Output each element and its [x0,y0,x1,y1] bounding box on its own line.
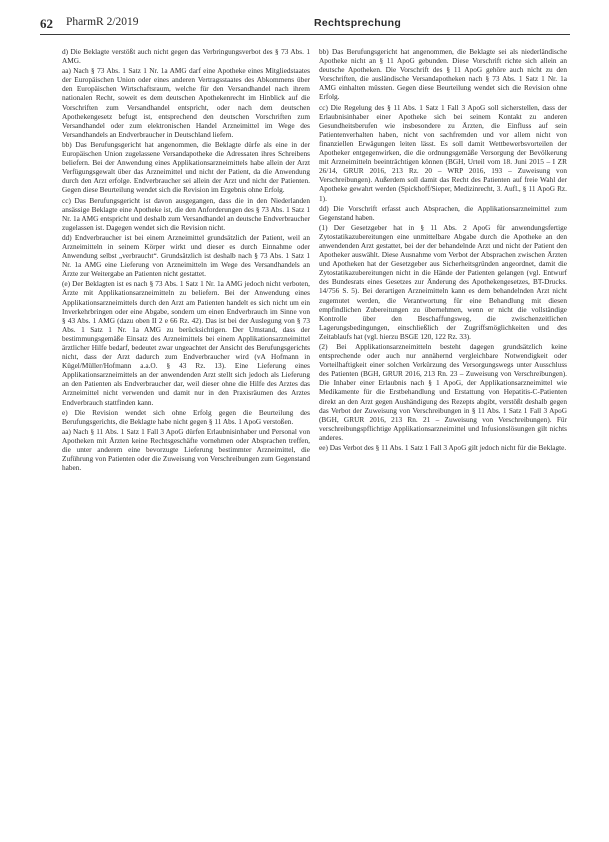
paragraph: e) Die Revision wendet sich ohne Erfolg gegen die Beurteilung des Berufungsgerichts, die Beklagte habe nicht gegen § 11 Abs. 1 ApoG verstoßen. [62,407,310,426]
paragraph: dd) Die Vorschrift erfasst auch Absprachen, die Applikationsarzneimittel zum Gegenstand haben. [319,203,567,222]
paragraph: aa) Nach § 11 Abs. 1 Satz 1 Fall 3 ApoG dürfen Erlaubnisinhaber und Personal von Apotheken mit Ärzten keine Rechtsgeschäfte vornehmen oder Absprachen treffen, die unter anderem eine bevorzugte Lieferung bestimmter Arzneimittel, die Zuführung von Patienten oder die Zuweisung von Verschreibungen zum Gegenstand haben. [62,426,310,473]
section-title: Rechtsprechung [314,17,402,29]
paragraph: (1) Der Gesetzgeber hat in § 11 Abs. 2 ApoG für anwendungsfertige Zytostatikazubereitungen eine unmittelbare Abgabe durch die Apotheke an den anwendenden Arzt gestattet, bei der der behandelnde Arzt und nicht der Patient den Apotheker auswählt. Diese Ausnahme vom Verbot der Absprachen zwischen Ärzten und Apotheken hat der Gesetzgeber aus Sicherheitsgründen angeordnet, damit die Zytostatikazubereitungen nicht in die Hände der Patienten gelangen (vgl. Entwurf des Bundesrats eines Gesetzes zur Änderung des Apothekengesetzes, BT-Drucks. 14/756 S. 5). Bei derartigen Arzneimitteln kann es dem behandelnden Arzt nicht zugemutet werden, die Verantwortung für eine Behandlung mit diesen empfindlichen Zubereitungen zu übernehmen, wenn er nicht die vollständige Kontrolle über den Beschaffungsweg, die zwischenzeitlichen Lagerungsbedingungen, einschließlich der Zugriffsmöglichkeiten und des Zeitablaufs hat (vgl. hierzu BSGE 120, 122 Rz. 33). [319,222,567,341]
paragraph: cc) Die Regelung des § 11 Abs. 1 Satz 1 Fall 3 ApoG soll sicherstellen, dass der Erlaubnisinhaber einer Apotheke sich bei seinem Kontakt zu anderen Gesundheitsberufen wie insbesondere zu Ärzten, die Einfluss auf sein Patientenverhalten haben, nicht von sachfremden und vor allem nicht von finanziellen Erwägungen leiten lässt. Es soll damit Wettbewerbsvorteilen der Apotheker entgegenwirken, die die ordnungsgemäße Versorgung der Bevölkerung mit Arzneimitteln beeinträchtigen können (BGH, Urteil vom 18. Juni 2015 – I ZR 26/14, GRUR 2016, 213 Rz. 20 – WRP 2016, 193 – Zuweisung von Verschreibungen). Außerdem soll damit das Recht des Patienten auf freie Wahl der Apotheke gewahrt werden (Spickhoff/Sieper, Medizinrecht, 3. Aufl., § 11 ApoG Rz. 1). [319,102,567,203]
paragraph: bb) Das Berufungsgericht hat angenommen, die Beklagte sei als niederländische Apotheke nicht an § 11 ApoG gebunden. Diese Vorschrift richte sich allein an deutsche Apotheken. Die Vorschrift des § 11 ApoG gehöre auch nicht zu den Vorschriften, die ausländische Versandapotheken nach § 73 Abs. 1 Satz 1 Nr. 1a AMG einhalten müssten. Gegen diese Beurteilung wendet sich die Revision ohne Erfolg. [319,47,567,102]
header-rule [40,34,570,35]
left-column [62,47,310,472]
page-number: 62 [40,16,53,31]
paragraph: dd) Endverbraucher ist bei einem Arzneimittel grundsätzlich der Patient, weil an Arzneimitteln in seinem Körper wirkt und dieser es durch Einnahme oder Anwendung selbst „verbraucht“. Grundsätzlich ist deshalb nach § 73 Abs. 1 Satz 1 Nr. 1a AMG eine Lieferung von Arzneimitteln im Wege des Versandhandels an Ärzte zur Weitergabe an Patienten nicht gestattet. [62,232,310,279]
paragraph: bb) Das Berufungsgericht hat angenommen, die Beklagte dürfe als eine in der Europäischen Union zugelassene Versandapotheke die Adressaten ihres Schreibens beliefern. Bei der Anwendung eines Applikationsarzneimittels habe allein der Arzt Verfügungsgewalt über das Arzneimittel und nicht der Patient, da die Anwendung durch den Arzt erfolge. Endverbraucher sei allein der Arzt und nicht der Patienten. Gegen diese Beurteilung wendet sich die Revision im Ergebnis ohne Erfolg. [62,139,310,195]
right-column [319,47,567,452]
page-header [40,14,570,36]
paragraph: ee) Das Verbot des § 11 Abs. 1 Satz 1 Fall 3 ApoG gilt jedoch nicht für die Beklagte. [319,443,567,453]
paragraph: (e) Der Beklagten ist es nach § 73 Abs. 1 Satz 1 Nr. 1a AMG jedoch nicht verboten, Ärzte mit Applikationsarzneimitteln zu beliefern. Bei der Anwendung eines Applikationsarzneimittels durch den Arzt am Patienten handelt es sich nicht um ein Inverkehrbringen oder eine Abgabe, sondern um einen Endverbrauch im Sinne von § 43 Abs. 1 AMG (dazu oben II 2 e 66 Rz. 42). Das ist bei der Auslegung von § 73 Abs. 1 Satz 1 Nr. 1a AMG zu berücksichtigen. Der Umstand, dass der bestimmungsgemäße Einsatz des Arzneimittels bei einem Applikationsarzneimittel ärztlicher Hilfe bedarf, bedeutet zwar ungeachtet der Ansicht des Berufungsgerichts nicht, dass der Arzt dadurch zum Endverbraucher wird (vA Hofmann in Kügel/Müller/Hofmann a.a.O. § 43 Rz. 13). Eine Lieferung eines Applikationsarzneimittels an der anwendenden Arzt stellt sich jedoch als Lieferung an den Patienten als Endverbraucher dar, weil dieser ohne die Hilfe des Arztes das Arzneimittel nicht verwenden und damit nur in den Praxisräumen des Arztes Endverbrauch stattfinden kann. [62,279,310,407]
paragraph: cc) Das Berufungsgericht ist davon ausgegangen, dass die in den Niederlanden ansässige Beklagte eine Apotheke ist, die den Anforderungen des § 73 Abs. 1 Satz 1 Nr. 1a AMG entspricht und deshalb zum Versandhandel an deutsche Endverbraucher zugelassen ist. Dagegen wendet sich die Revision nicht. [62,195,310,232]
paragraph: aa) Nach § 73 Abs. 1 Satz 1 Nr. 1a AMG darf eine Apotheke eines Mitgliedstaates der Europäischen Union oder eines anderen Vertragsstaates des Abkommens über den Europäischen Wirtschaftsraum, welche für den Versandhandel nach ihrem nationalen Recht, soweit es dem deutschen Apothekenrecht im Hinblick auf die Vorschriften zum Versandhandel entspricht, oder nach dem deutschen Apothekengesetz befugt ist, entsprechend den deutschen Vorschriften zum Versandhandel oder zum elektronischen Handel Arzneimittel im Wege des Versandhandels an Endverbraucher in Deutschland liefern. [62,66,310,139]
journal-citation: PharmR 2/2019 [66,16,139,28]
paragraph: d) Die Beklagte verstößt auch nicht gegen das Verbringungsverbot des § 73 Abs. 1 AMG. [62,47,310,66]
paragraph: (2) Bei Applikationsarzneimitteln besteht dagegen grundsätzlich keine entsprechende oder auch nur annähernd vergleichbare Notwendigkeit oder Vorteilhaftigkeit einer solchen Verkürzung des Versorgungswegs unter Ausschluss des Patienten (BGH, GRUR 2016, 213 Rn. 23 – Zuweisung von Verschreibungen). Die Inhaber einer Erlaubnis nach § 1 ApoG, der Applikationsarzneimittel wie Medikamente für die Erstbehandlung und Erstattung von Hepatitis-C-Patienten direkt an den Arzt gegen Aushändigung des Rezepts abgibt, verstößt deshalb gegen das Verbot der Zuweisung von Verschreibungen in § 11 Abs. 1 Satz 1 Fall 3 ApoG (BGH, GRUR 2016, 213 Rn. 21 – Zuweisung von Verschreibungen). Für verschreibungspflichtige Applikationsarzneimittel und Infusionslösungen gilt nichts anderes. [319,342,567,442]
